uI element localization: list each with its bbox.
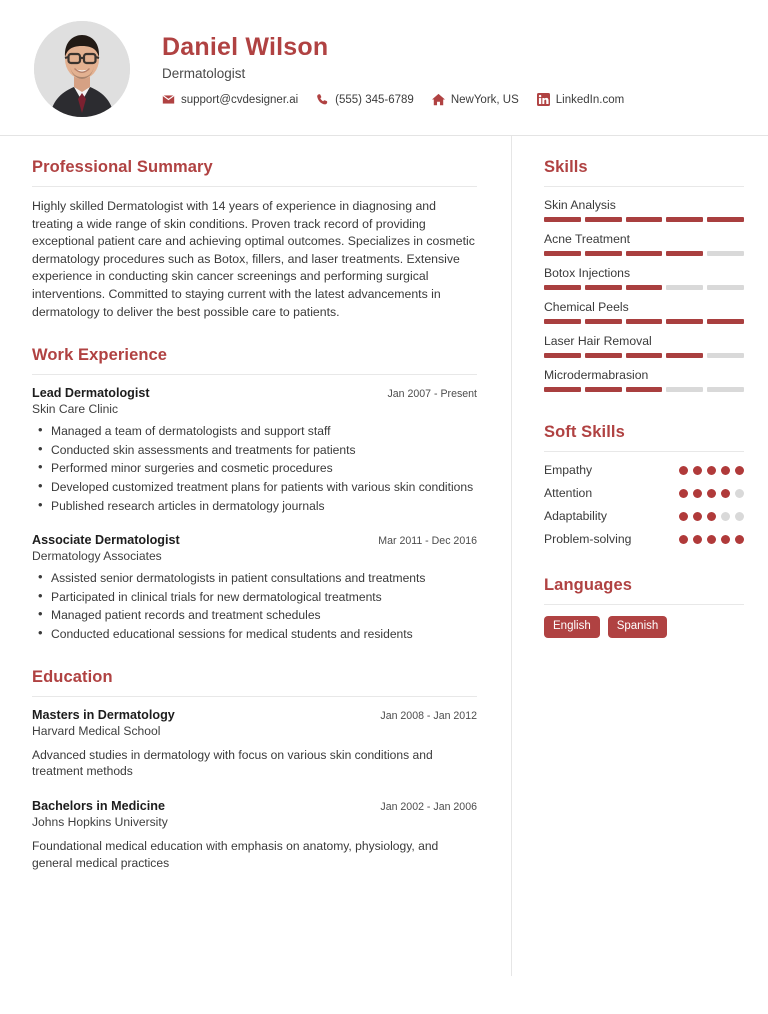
skill-label: Skin Analysis [544, 198, 616, 212]
rating-dot [679, 466, 688, 475]
contact-location[interactable] [432, 93, 519, 106]
rating-dot [735, 466, 744, 475]
contact-linkedin[interactable] [537, 93, 624, 106]
rating-dot [721, 512, 730, 521]
entry-bullets [32, 570, 477, 642]
section-divider [32, 696, 477, 697]
skill-segment [666, 251, 703, 256]
section-divider [32, 186, 477, 187]
skill-segment [544, 387, 581, 392]
skill-level-bar [544, 387, 744, 392]
skill-segment [626, 387, 663, 392]
spacer [32, 516, 477, 533]
entry-bullets [32, 423, 477, 514]
section-title-experience: Work Experience [32, 346, 168, 365]
language-chip: Spanish [608, 616, 668, 638]
soft-skill-rating [679, 466, 744, 475]
contact-row [162, 93, 642, 106]
main-column [0, 136, 511, 876]
skill-label: Laser Hair Removal [544, 334, 652, 348]
entry-head [32, 533, 477, 547]
skill-segment [626, 285, 663, 290]
entry-school: Harvard Medical School [32, 723, 161, 738]
skill-label: Microdermabrasion [544, 368, 649, 382]
rating-dot [735, 535, 744, 544]
skill-level-bar [544, 251, 744, 256]
avatar [34, 21, 130, 117]
entry-description: Foundational medical education with emphasis on anatomy, physiology, and general medical practices [32, 839, 439, 870]
entry-organization: Skin Care Clinic [32, 402, 119, 417]
page-title: Daniel Wilson [162, 32, 329, 61]
home-icon [432, 93, 445, 106]
entry-date: Jan 2008 - Jan 2012 [380, 709, 477, 722]
contact-location-label: NewYork, US [450, 93, 519, 106]
skill-level-bar [544, 285, 744, 290]
rating-dot [693, 489, 702, 498]
section-work-experience [32, 346, 477, 642]
entry-head [32, 708, 477, 722]
list-item: • Managed a team of dermatologists and support staff [32, 423, 477, 440]
contact-phone-label: (555) 345-6789 [335, 93, 414, 106]
skill-segment [544, 353, 581, 358]
spacer [544, 555, 744, 576]
section-title-skills: Skills [544, 158, 588, 176]
rating-dot [721, 535, 730, 544]
skill-segment [626, 217, 663, 222]
skill-row [544, 232, 744, 256]
skill-segment [707, 217, 744, 222]
skill-segment [544, 319, 581, 324]
section-title-languages: Languages [544, 576, 633, 594]
linkedin-icon [537, 93, 550, 106]
skill-row [544, 300, 744, 324]
section-title-soft-skills: Soft Skills [544, 423, 625, 441]
soft-skill-row [544, 486, 744, 500]
spacer [544, 402, 744, 423]
skill-segment [707, 319, 744, 324]
skill-row [544, 266, 744, 290]
soft-skill-label: Empathy [544, 463, 593, 477]
experience-entry [32, 533, 477, 642]
list-item: • Performed minor surgeries and cosmetic procedures [32, 460, 477, 477]
soft-skill-row [544, 509, 744, 523]
phone-icon [316, 93, 329, 106]
spacer [32, 325, 477, 346]
soft-skill-label: Adaptability [544, 509, 608, 523]
resume-header [0, 0, 768, 136]
soft-skills-list [544, 463, 744, 546]
entry-head [32, 386, 477, 400]
soft-skill-rating [679, 535, 744, 544]
education-entry [32, 708, 477, 781]
section-soft-skills [544, 423, 744, 546]
rating-dot [707, 535, 716, 544]
profile-photo-icon [34, 21, 130, 117]
envelope-icon [162, 93, 175, 106]
soft-skill-rating [679, 489, 744, 498]
section-divider [544, 604, 744, 605]
rating-dot [679, 535, 688, 544]
skills-list [544, 198, 744, 392]
entry-date: Jan 2007 - Present [387, 388, 477, 401]
section-professional-summary [32, 158, 477, 321]
skill-segment [626, 353, 663, 358]
section-title-summary: Professional Summary [32, 158, 213, 176]
skill-segment [585, 217, 622, 222]
job-title: Dermatologist [162, 66, 246, 82]
skill-segment [544, 217, 581, 222]
entry-date: Mar 2011 - Dec 2016 [378, 535, 477, 548]
entry-role: Associate Dermatologist [32, 533, 180, 548]
skill-segment [707, 387, 744, 392]
list-item: • Conducted educational sessions for medical students and residents [32, 626, 477, 643]
contact-linkedin-label: LinkedIn.com [555, 93, 625, 106]
skill-segment [585, 387, 622, 392]
skill-row [544, 198, 744, 222]
skill-row [544, 368, 744, 392]
skill-label: Acne Treatment [544, 232, 631, 246]
section-skills [544, 158, 744, 392]
entry-organization: Dermatology Associates [32, 549, 162, 564]
soft-skill-row [544, 463, 744, 477]
sidebar-column [511, 136, 768, 976]
section-education [32, 668, 477, 872]
entry-school: Johns Hopkins University [32, 815, 168, 830]
rating-dot [721, 466, 730, 475]
languages-list [544, 616, 744, 638]
skill-segment [626, 251, 663, 256]
rating-dot [693, 512, 702, 521]
list-item: • Assisted senior dermatologists in patient consultations and treatments [32, 570, 477, 587]
contact-phone[interactable] [316, 93, 414, 106]
skill-segment [707, 353, 744, 358]
rating-dot [735, 512, 744, 521]
rating-dot [707, 489, 716, 498]
entry-degree: Bachelors in Medicine [32, 799, 165, 814]
rating-dot [735, 489, 744, 498]
skill-label: Botox Injections [544, 266, 631, 280]
rating-dot [693, 535, 702, 544]
entry-description: Advanced studies in dermatology with focus on various skin conditions and treatment methods [32, 747, 433, 779]
skill-level-bar [544, 353, 744, 358]
skill-segment [666, 217, 703, 222]
soft-skill-row [544, 532, 744, 546]
skill-segment [626, 319, 663, 324]
entry-date: Jan 2002 - Jan 2006 [380, 801, 477, 814]
list-item: • Developed customized treatment plans for patients with various skin conditions [32, 479, 477, 496]
skill-segment [544, 251, 581, 256]
skill-segment [666, 387, 703, 392]
rating-dot [721, 489, 730, 498]
skill-segment [544, 285, 581, 290]
soft-skill-label: Problem-solving [544, 532, 632, 546]
rating-dot [679, 512, 688, 521]
skill-segment [707, 285, 744, 290]
list-item: • Participated in clinical trials for new dermatological treatments [32, 589, 477, 606]
section-languages [544, 576, 744, 638]
list-item: • Published research articles in dermatology journals [32, 498, 477, 515]
soft-skill-rating [679, 512, 744, 521]
skill-row [544, 334, 744, 358]
skill-label: Chemical Peels [544, 300, 629, 314]
skill-segment [666, 319, 703, 324]
section-divider [544, 451, 744, 452]
skill-segment [707, 251, 744, 256]
skill-segment [666, 285, 703, 290]
section-divider [544, 186, 744, 187]
rating-dot [679, 489, 688, 498]
resume-body [0, 136, 768, 1014]
contact-email[interactable] [162, 93, 298, 106]
experience-entry [32, 386, 477, 514]
rating-dot [707, 512, 716, 521]
skill-segment [585, 251, 622, 256]
skill-segment [666, 353, 703, 358]
entry-role: Lead Dermatologist [32, 386, 150, 401]
spacer [32, 782, 477, 799]
contact-email-label: support@cvdesigner.ai [181, 93, 299, 106]
header-text-block [162, 31, 642, 107]
skill-segment [585, 285, 622, 290]
skill-segment [585, 353, 622, 358]
spacer [32, 647, 477, 668]
summary-text: Highly skilled Dermatologist with 14 years of experience in diagnosing and treating a wide range of skin conditions. Proven track record of providing exceptional patient care and achieving optimal outcomes. Specializes in cosmetic dermatology procedures such as Botox, fillers, and laser treatments. Extensive experience in conducting skin cancer screenings and performing surgical interventions. Committed to staying current with the latest advancements in dermatology to deliver the best possible care to patients. [32, 199, 475, 319]
section-title-education: Education [32, 667, 113, 686]
soft-skill-label: Attention [544, 486, 593, 500]
skill-level-bar [544, 217, 744, 222]
section-divider [32, 374, 477, 375]
language-chip: English [544, 616, 600, 638]
education-entry [32, 799, 477, 872]
rating-dot [693, 466, 702, 475]
rating-dot [707, 466, 716, 475]
skill-level-bar [544, 319, 744, 324]
skill-segment [585, 319, 622, 324]
entry-degree: Masters in Dermatology [32, 707, 175, 722]
list-item: • Conducted skin assessments and treatments for patients [32, 442, 477, 459]
entry-head [32, 799, 477, 813]
list-item: • Managed patient records and treatment schedules [32, 607, 477, 624]
